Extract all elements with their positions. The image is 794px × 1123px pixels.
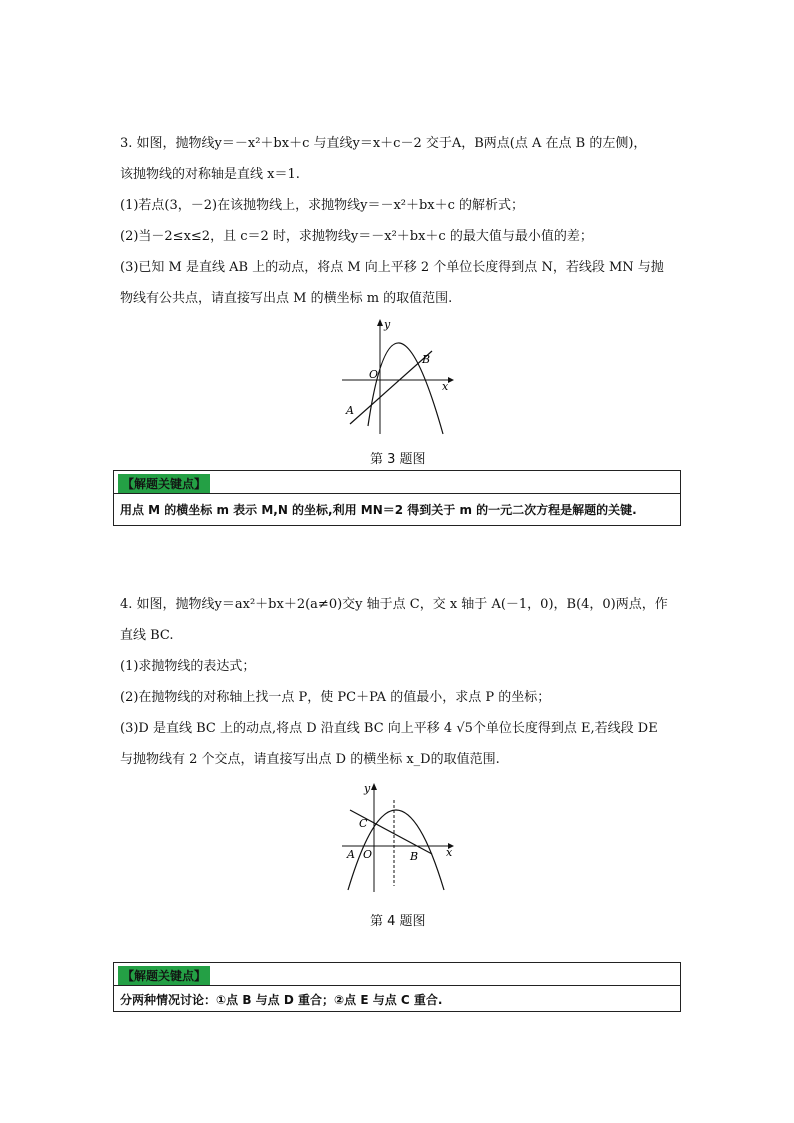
- p4-key-divider: [114, 985, 680, 986]
- p3-x-label: x: [442, 380, 449, 393]
- p4-origin-label: O: [363, 848, 373, 861]
- p3-point-b-label: B: [422, 353, 431, 366]
- p3-line-1: 3. 如图，抛物线y＝－x²＋bx＋c 与直线y＝x＋c－2 交于A，B两点(点 A 在点 B 的左侧)，: [120, 136, 647, 151]
- p3-y-label: y: [384, 318, 391, 331]
- p4-key-header: 【解题关键点】: [118, 966, 210, 985]
- p4-point-c-label: C: [359, 817, 368, 830]
- p3-line-4: (2)当－2≤x≤2，且 c＝2 时，求抛物线y＝－x²＋bx＋c 的最大值与最小值的差；: [120, 229, 593, 244]
- p4-line-2: 直线 BC.: [120, 628, 174, 643]
- p4-key-text: 分两种情况讨论：①点 B 与点 D 重合；②点 E 与点 C 重合.: [120, 993, 443, 1007]
- p4-point-b-label: B: [410, 850, 419, 863]
- p3-point-a-label: A: [346, 404, 354, 417]
- p3-key-divider: [114, 493, 680, 494]
- p4-line-4: (2)在抛物线的对称轴上找一点 P，使 PC＋PA 的值最小，求点 P 的坐标；: [120, 690, 551, 705]
- p4-line-1: 4. 如图，抛物线y＝ax²＋bx＋2(a≠0)交y 轴于点 C，交 x 轴于 A(－1，0)，B(4，0)两点，作: [120, 597, 668, 612]
- p4-line-6: 与抛物线有 2 个交点，请直接写出点 D 的横坐标 x_D的取值范围.: [120, 752, 500, 767]
- problem3-figure: [338, 316, 458, 436]
- p3-origin-label: O: [369, 368, 379, 381]
- p3-line-6: 物线有公共点，请直接写出点 M 的横坐标 m 的取值范围.: [120, 291, 453, 306]
- p4-x-label: x: [446, 846, 453, 859]
- p4-line-3: (1)求抛物线的表达式；: [120, 659, 256, 674]
- p3-key-text: 用点 M 的横坐标 m 表示 M,N 的坐标,利用 MN＝2 得到关于 m 的一元二次方程是解题的关键.: [120, 503, 637, 517]
- problem4-figure: [338, 780, 458, 895]
- p4-point-a-label: A: [347, 848, 355, 861]
- p3-line-2: 该抛物线的对称轴是直线 x＝1.: [120, 167, 300, 182]
- p3-key-box: [113, 470, 681, 526]
- p3-line-5: (3)已知 M 是直线 AB 上的动点，将点 M 向上平移 2 个单位长度得到点 N，若线段 MN 与抛: [120, 260, 664, 275]
- p3-figure-caption: 第 3 题图: [370, 452, 426, 467]
- p4-figure-caption: 第 4 题图: [370, 914, 426, 929]
- p3-line-3: (1)若点(3，－2)在该抛物线上，求抛物线y＝－x²＋bx＋c 的解析式；: [120, 198, 525, 213]
- p4-line-5: (3)D 是直线 BC 上的动点,将点 D 沿直线 BC 向上平移 4 √5个单位长度得到点 E,若线段 DE: [120, 721, 658, 736]
- p4-key-box: [113, 962, 681, 1012]
- p3-key-header: 【解题关键点】: [118, 474, 210, 493]
- p4-y-label: y: [364, 782, 371, 795]
